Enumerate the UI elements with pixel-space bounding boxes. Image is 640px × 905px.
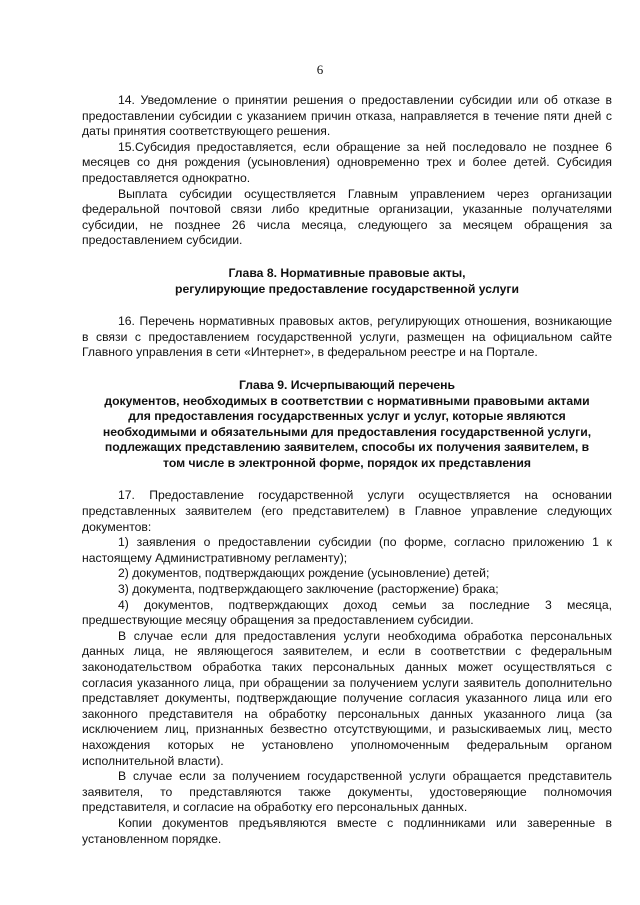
page-number: 6 [316, 62, 324, 77]
chapter-8-subtitle: регулирующие предоставление государственной услуги [175, 281, 519, 296]
chapter-8-heading [82, 266, 612, 297]
list-item-2: 2) документов, подтверждающих рождение (усыновление) детей; [118, 566, 490, 581]
list-item-1: 1) заявления о предоставлении субсидии (по форме, согласно приложению 1 к настоящему Административному регламенту); [82, 535, 612, 565]
paragraph-17: 17. Предоставление государственной услуги осуществляется на основании представленных заявителем (его представителем) в Главное управление следующих документов: [82, 488, 612, 534]
chapter-9-line-4: необходимыми и обязательными для предоставления государственной услуги, [102, 424, 592, 439]
paragraph-14: 14. Уведомление о принятии решения о предоставлении субсидии или об отказе в предоставлении субсидии с указанием причин отказа, направляется в течение пяти дней с даты принятия соответствующего решения. [82, 93, 612, 139]
paragraph-representative: В случае если за получением государственной услуги обращается представитель заявителя, то представляются также документы, удостоверяющие полномочия представителя, и согласие на обработку его персональных данных. [82, 769, 612, 815]
list-item-4: 4) документов, подтверждающих доход семьи за последние 3 месяца, предшествующие месяцу обращения за предоставлением субсидии. [82, 597, 612, 628]
paragraph-personal-data: В случае если для предоставления услуги необходима обработка персональных данных лица, не являющегося заявителем, и если в соответствии с федеральным законодательством обработка таких персональных данных может осуществляться с согласия указанного лица, при обращении за получением услуги заявитель дополнительно представляет документы, подтверждающие получение согласия указанного лица или его законного представителя на обработку персональных данных указанного лица (за исключением лиц, признанных безвестно отсутствующими, и разыскиваемых лиц, место нахождения которых не установлено уполномоченным федеральным органом исполнительной власти). [82, 628, 612, 768]
chapter-9-line-3: для предоставления государственных услуг и услуг, которые являются [128, 409, 566, 424]
list-item-3: 3) документа, подтверждающего заключение (расторжение) брака; [118, 582, 499, 597]
paragraph-15: 15.Субсидия предоставляется, если обращение за ней последовало не позднее 6 месяцев со дня рождения (усыновления) одновременно трех и более детей. Субсидия предоставляется однократно. [82, 139, 612, 185]
chapter-9-line-6: том числе в электронной форме, порядок их представления [163, 455, 531, 470]
chapter-9-line-2: документов, необходимых в соответствии с нормативными правовыми актами [104, 393, 590, 408]
paragraph-16: 16. Перечень нормативных правовых актов, регулирующих отношения, возникающие в связи с предоставлением государственной услуги, размещен на официальном сайте Главного управления в сети «Интернет», в федеральном реестре и на Портале. [82, 314, 612, 360]
paragraph-15-payment: Выплата субсидии осуществляется Главным управлением через организации федеральной почтовой связи либо кредитные организации, указанные получателями субсидии, не позднее 26 числа месяца, следующего за месяцем обращения за предоставлением субсидии. [82, 186, 612, 248]
chapter-9-heading [82, 378, 612, 472]
chapter-8-title: Глава 8. Нормативные правовые акты, [228, 265, 466, 280]
chapter-9-line-5: подлежащих представлению заявителем, способы их получения заявителем, в [104, 440, 590, 455]
paragraph-copies: Копии документов предъявляются вместе с подлинниками или заверенные в установленном порядке. [82, 815, 612, 846]
document-body [82, 93, 612, 847]
chapter-9-title: Глава 9. Исчерпывающий перечень [238, 377, 456, 392]
